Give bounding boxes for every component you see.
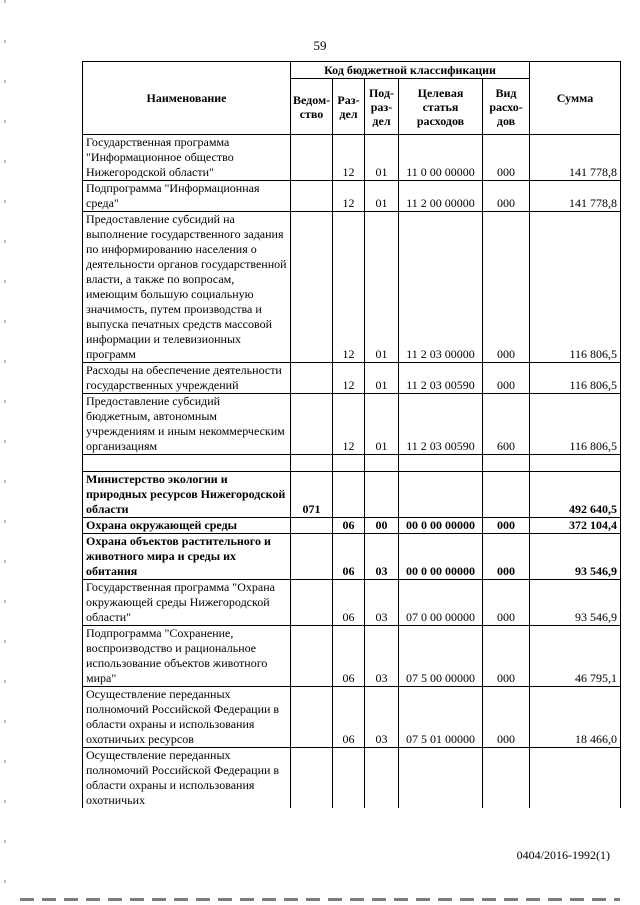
row-target-article: 11 2 00 00000 xyxy=(399,181,483,212)
table-row xyxy=(83,363,621,394)
row-name: Осуществление переданных полномочий Российской Федерации в области охраны и использования охотничьих ресурсов xyxy=(83,687,291,748)
row-vedomstvo xyxy=(291,135,333,181)
document-code: 0404/2016-1992(1) xyxy=(516,848,610,862)
table-row xyxy=(83,626,621,687)
page-number: 59 xyxy=(313,38,327,53)
scan-edge-marks xyxy=(4,0,6,905)
row-expense-type: 000 xyxy=(483,212,530,363)
row-sum: 93 546,9 xyxy=(530,580,621,626)
table-row xyxy=(83,580,621,626)
row-sum: 372 104,4 xyxy=(530,518,621,534)
row-name: Министерство экологии и природных ресурсов Нижегородской области xyxy=(83,472,291,518)
row-razdel: 06 xyxy=(333,626,365,687)
row-razdel: 12 xyxy=(333,181,365,212)
header-podrazdel: Под-раз-дел xyxy=(365,79,399,135)
row-razdel: 12 xyxy=(333,212,365,363)
row-target-article: 00 0 00 00000 xyxy=(399,534,483,580)
row-podrazdel: 01 xyxy=(365,363,399,394)
row-expense-type xyxy=(483,748,530,809)
row-expense-type: 000 xyxy=(483,518,530,534)
row-podrazdel: 01 xyxy=(365,212,399,363)
row-razdel: 06 xyxy=(333,534,365,580)
row-vedomstvo xyxy=(291,580,333,626)
table-row xyxy=(83,687,621,748)
row-target-article: 11 0 00 00000 xyxy=(399,135,483,181)
row-vedomstvo xyxy=(291,687,333,748)
row-expense-type xyxy=(483,455,530,472)
header-classification-group: Код бюджетной классификации xyxy=(291,62,530,79)
row-target-article: 07 5 00 00000 xyxy=(399,626,483,687)
row-podrazdel: 03 xyxy=(365,580,399,626)
row-name: Охрана объектов растительного и животного мира и среды их обитания xyxy=(83,534,291,580)
row-sum: 116 806,5 xyxy=(530,394,621,455)
row-expense-type: 000 xyxy=(483,363,530,394)
row-podrazdel: 03 xyxy=(365,626,399,687)
table-row xyxy=(83,748,621,809)
header-name: Наименование xyxy=(83,62,291,135)
row-razdel xyxy=(333,748,365,809)
row-name xyxy=(83,455,291,472)
row-target-article xyxy=(399,455,483,472)
row-sum: 93 546,9 xyxy=(530,534,621,580)
table-row xyxy=(83,472,621,518)
table-row xyxy=(83,394,621,455)
row-target-article: 07 5 01 00000 xyxy=(399,687,483,748)
row-name: Подпрограмма "Сохранение, воспроизводство и рациональное использование объектов животного мира" xyxy=(83,626,291,687)
header-razdel: Раз-дел xyxy=(333,79,365,135)
row-target-article: 11 2 03 00590 xyxy=(399,394,483,455)
row-name: Охрана окружающей среды xyxy=(83,518,291,534)
row-name: Предоставление субсидий бюджетным, автономным учреждениям и иным некоммерческим организациям xyxy=(83,394,291,455)
header-row-top xyxy=(83,62,621,79)
row-podrazdel: 01 xyxy=(365,181,399,212)
row-podrazdel: 01 xyxy=(365,394,399,455)
row-podrazdel: 03 xyxy=(365,534,399,580)
row-sum: 116 806,5 xyxy=(530,363,621,394)
table-body xyxy=(83,135,621,809)
row-vedomstvo xyxy=(291,518,333,534)
row-sum: 492 640,5 xyxy=(530,472,621,518)
row-expense-type: 600 xyxy=(483,394,530,455)
row-sum: 116 806,5 xyxy=(530,212,621,363)
row-razdel: 12 xyxy=(333,363,365,394)
row-podrazdel: 01 xyxy=(365,135,399,181)
row-name: Государственная программа "Информационное общество Нижегородской области" xyxy=(83,135,291,181)
row-vedomstvo xyxy=(291,748,333,809)
row-target-article xyxy=(399,472,483,518)
row-vedomstvo xyxy=(291,534,333,580)
row-razdel: 06 xyxy=(333,687,365,748)
row-razdel: 06 xyxy=(333,580,365,626)
header-target-article: Целевая статья расходов xyxy=(399,79,483,135)
row-sum xyxy=(530,455,621,472)
row-vedomstvo xyxy=(291,455,333,472)
row-sum: 18 466,0 xyxy=(530,687,621,748)
row-expense-type: 000 xyxy=(483,580,530,626)
row-sum xyxy=(530,748,621,809)
row-expense-type: 000 xyxy=(483,534,530,580)
row-target-article: 11 2 03 00000 xyxy=(399,212,483,363)
row-podrazdel: 00 xyxy=(365,518,399,534)
row-podrazdel: 03 xyxy=(365,687,399,748)
table-row xyxy=(83,181,621,212)
row-name: Предоставление субсидий на выполнение государственного задания по информированию населения о деятельности органов государственной власти, а также по вопросам, имеющим большую социальную значимость, путем производства и выпуска печатных средств массовой информации и телевизионных программ xyxy=(83,212,291,363)
header-vedomstvo: Ведом-ство xyxy=(291,79,333,135)
row-target-article: 07 0 00 00000 xyxy=(399,580,483,626)
row-podrazdel xyxy=(365,455,399,472)
table-row xyxy=(83,518,621,534)
row-vedomstvo xyxy=(291,181,333,212)
row-razdel: 12 xyxy=(333,394,365,455)
row-sum: 141 778,8 xyxy=(530,181,621,212)
header-expense-type: Вид расхо-дов xyxy=(483,79,530,135)
row-name: Подпрограмма "Информационная среда" xyxy=(83,181,291,212)
row-expense-type xyxy=(483,472,530,518)
row-razdel: 12 xyxy=(333,135,365,181)
table-row xyxy=(83,135,621,181)
row-vedomstvo: 071 xyxy=(291,472,333,518)
row-expense-type: 000 xyxy=(483,135,530,181)
row-vedomstvo xyxy=(291,212,333,363)
scan-bottom-marks xyxy=(20,898,620,901)
row-razdel: 06 xyxy=(333,518,365,534)
row-name: Осуществление переданных полномочий Российской Федерации в области охраны и использования охотничьих xyxy=(83,748,291,809)
row-vedomstvo xyxy=(291,394,333,455)
row-name: Расходы на обеспечение деятельности государственных учреждений xyxy=(83,363,291,394)
row-sum: 141 778,8 xyxy=(530,135,621,181)
row-target-article: 11 2 03 00590 xyxy=(399,363,483,394)
row-podrazdel xyxy=(365,472,399,518)
table-row xyxy=(83,534,621,580)
row-razdel xyxy=(333,455,365,472)
row-expense-type: 000 xyxy=(483,181,530,212)
row-expense-type: 000 xyxy=(483,687,530,748)
row-sum: 46 795,1 xyxy=(530,626,621,687)
budget-table xyxy=(82,61,621,808)
row-razdel xyxy=(333,472,365,518)
table-row xyxy=(83,212,621,363)
row-target-article xyxy=(399,748,483,809)
row-target-article: 00 0 00 00000 xyxy=(399,518,483,534)
row-podrazdel xyxy=(365,748,399,809)
row-expense-type: 000 xyxy=(483,626,530,687)
row-vedomstvo xyxy=(291,626,333,687)
row-vedomstvo xyxy=(291,363,333,394)
table-row xyxy=(83,455,621,472)
header-sum: Сумма xyxy=(530,62,621,135)
row-name: Государственная программа "Охрана окружающей среды Нижегородской области" xyxy=(83,580,291,626)
